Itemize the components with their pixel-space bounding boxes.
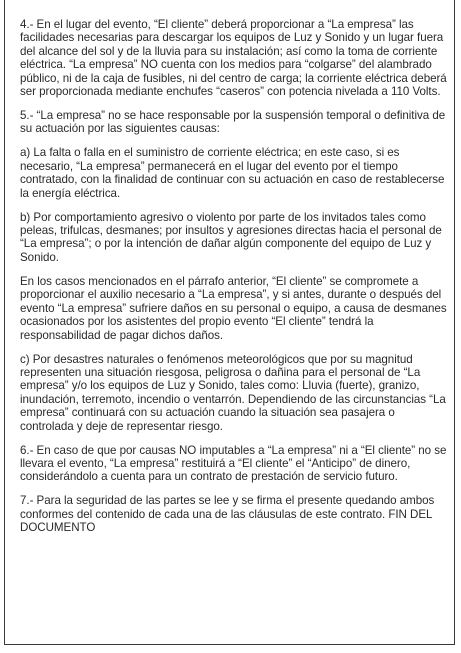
clause-4-paragraph: 4.- En el lugar del evento, “El cliente” deberá proporcionar a “La empresa” las facilidades necesarias para descargar los equipos de Luz y Sonido y un lugar fuera del alcance del sol y de la lluvia para su instalación; así como la toma de corriente eléctrica. “La empresa” NO cuenta con los medios para “colgarse” del alambrado público, ni de la caja de fusibles, ni del centro de carga; la corriente eléctrica deberá ser proporcionada mediante enchufes “caseros” con potencia nivelada a 110 Volts. xyxy=(20,18,447,99)
clause-5b-paragraph: b) Por comportamiento agresivo o violento por parte de los invitados tales como peleas, trifulcas, desmanes; por insultos y agresiones directas hacia el personal de “La empresa”; o por la intención de dañar algún componente del equipo de Luz y Sonido. xyxy=(20,210,442,264)
clause-7-paragraph: 7.- Para la seguridad de las partes se lee y se firma el presente quedando ambos conformes del contenido de cada una de las cláusulas de este contrato. FIN DEL DOCUMENTO xyxy=(20,494,435,535)
clause-5a-paragraph: a) La falta o falla en el suministro de corriente eléctrica; en este caso, si es necesario, “La empresa” permanecerá en el lugar del evento por el tiempo contratado, con la finalidad de continuar con su actuación en caso de restablecerse la energía eléctrica. xyxy=(20,146,445,200)
clause-5c-paragraph: c) Por desastres naturales o fenómenos meteorológicos que por su magnitud representen una situación riesgosa, peligrosa o dañina para el personal de “La empresa” y/o los equipos de Luz y Sonido, tales como: Lluvia (fuerte), granizo, inundación, terremoto, incendio o ventarrón. Dependiendo de las circunstancias “La empresa” continuará con su actuación cuando la situación sea pasajera o controlada y deje de representar riesgo. xyxy=(20,352,446,433)
clause-5-paragraph: 5.- “La empresa” no se hace responsable por la suspensión temporal o definitiva de su actuación por las siguientes causas: xyxy=(20,109,446,136)
document-body xyxy=(20,18,447,535)
clause-5b-note-paragraph: En los casos mencionados en el párrafo anterior, “El cliente” se compromete a proporcionar el auxilio necesario a “La empresa”, y si antes, durante o después del evento “La empresa” sufriere daños en su personal o equipo, a causa de desmanes ocasionados por los asistentes del propio evento “El cliente” tendrá la responsabilidad de pagar dichos daños. xyxy=(20,274,447,342)
clause-6-paragraph: 6.- En caso de que por causas NO imputables a “La empresa” ni a “El cliente” no se llevara el evento, “La empresa” restituirá a “El cliente” el “Anticipo” de dinero, considerándolo a cuenta para un contrato de prestación de servicio futuro. xyxy=(20,443,447,484)
